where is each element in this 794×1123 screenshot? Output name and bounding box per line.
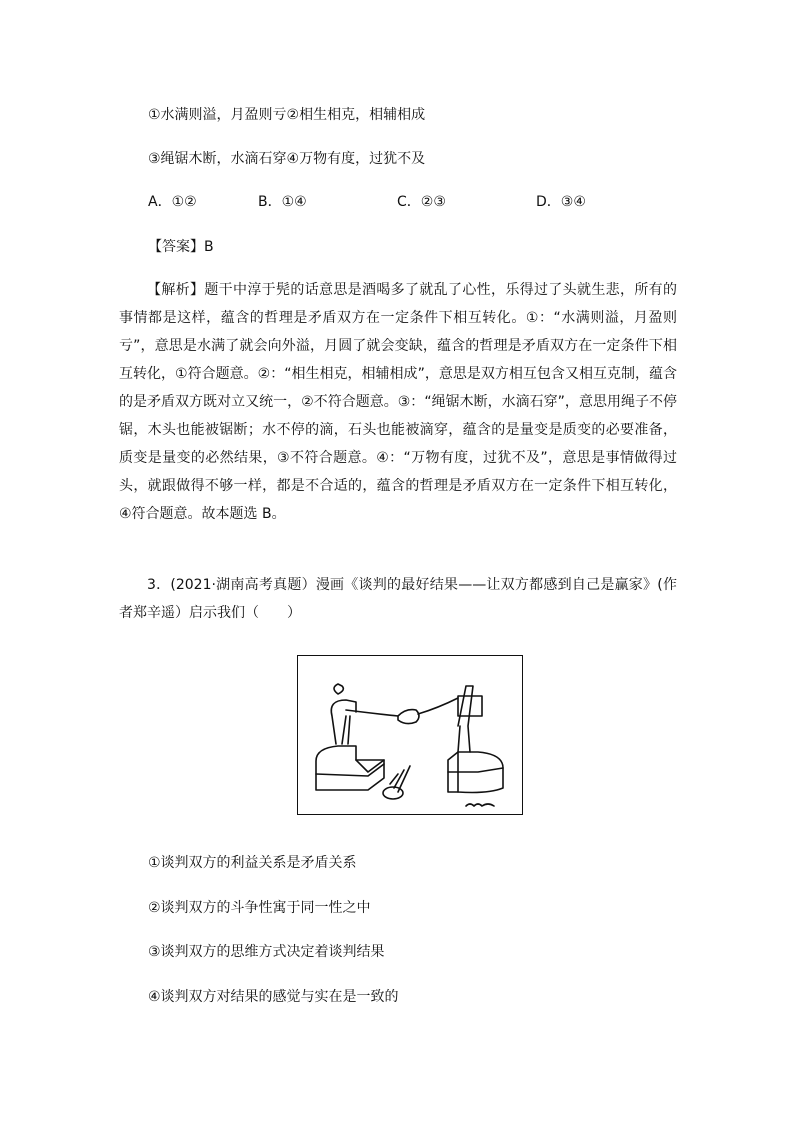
answer-value: B: [204, 239, 214, 255]
analysis-paragraph: [119, 276, 677, 528]
choice-b: B．①④: [258, 194, 307, 210]
choice-d: D．③④: [536, 194, 586, 210]
choice-c: C．②③: [397, 194, 446, 210]
options-row-1: ①水满则溢，月盈则亏②相生相克，相辅相成: [148, 107, 426, 123]
answer-line: [148, 236, 214, 256]
signature-scribble: [466, 804, 494, 806]
answer-label: 【答案】: [148, 239, 204, 255]
option-2: ②谈判双方的斗争性寓于同一性之中: [148, 900, 371, 916]
analysis-text: 题干中淳于髡的话意思是酒喝多了就乱了心性，乐得过了头就生悲，所有的事情都是这样，蕴含的哲理是矛盾双方在一定条件下相互转化。①：“水满则溢，月盈则亏”，意思是水满了就会向外溢，月圆了就会变缺，蕴含的哲理是矛盾双方在一定条件下相互转化，①符合题意。②：“相生相克，相辅相成”，意思是双方相互包含又相互克制，蕴含的是矛盾双方既对立又统一，②不符合题意。③：“绳锯木断，水滴石穿”，意思用绳子不停锯，木头也能被锯断；水不停的滴，石头也能被滴穿，蕴含的是量变是质变的必要准备，质变是量变的必然结果，③不符合题意。④：“万物有度，过犹不及”，意思是事情做得过头，就跟做得不够一样，都是不合适的，蕴含的哲理是矛盾双方在一定条件下相互转化，④符合题意。故本题选 B。: [119, 282, 678, 522]
choice-a: A．①②: [148, 194, 197, 210]
option-3: ③谈判双方的思维方式决定着谈判结果: [148, 944, 385, 960]
analysis-label: 【解析】: [147, 282, 205, 298]
saw-handle: [383, 787, 403, 799]
handshake-drawing: [298, 656, 521, 813]
negotiation-cartoon: [297, 655, 523, 815]
option-1: ①谈判双方的利益关系是矛盾关系: [148, 855, 357, 871]
options-row-2: ③绳锯木断，水滴石穿④万物有度，过犹不及: [148, 151, 426, 167]
left-figure: [331, 700, 356, 744]
option-4: ④谈判双方对结果的感觉与实在是一致的: [148, 989, 399, 1005]
question-3-stem: 3．(2021·湖南高考真题）漫画《谈判的最好结果——让双方都感到自己是赢家》(作者郑辛遥）启示我们（ ）: [119, 577, 677, 621]
